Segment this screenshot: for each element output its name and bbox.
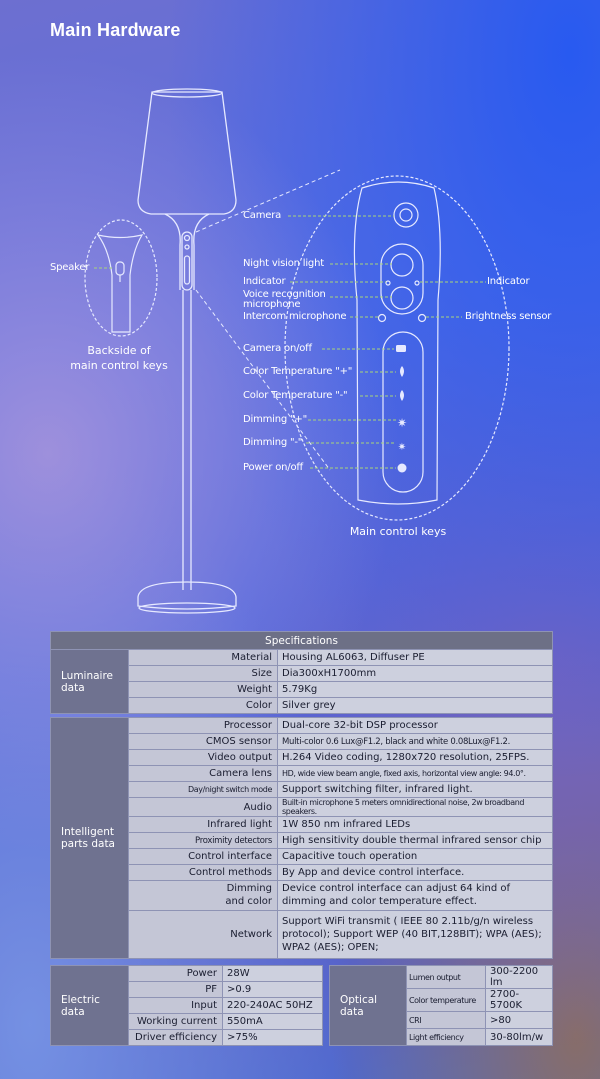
category-intelligent: Intelligent parts data [51,718,129,959]
lamp-pole [183,290,191,590]
label-power-onoff: Power on/off [243,462,303,473]
spec-value: 1W 850 nm infrared LEDs [278,817,553,833]
spec-key: Power [129,966,223,982]
spec-value: Capacitive touch operation [278,849,553,865]
spec-key: PF [129,982,223,998]
electric-table [50,965,323,1046]
spec-value: Device control interface can adjust 64 kind of dimming and color temperature effect. [278,881,553,911]
label-color-temp-minus: Color Temperature "-" [243,390,348,401]
keys-caption: Main control keys [349,525,447,538]
spec-value: Silver grey [278,698,553,714]
spec-value: Support switching filter, infrared light. [278,782,553,798]
label-color-temp-plus: Color Temperature "+" [243,366,353,377]
spec-key: Camera lens [129,766,278,782]
spec-value: By App and device control interface. [278,865,553,881]
spec-key: CRI [407,1012,486,1029]
label-camera-onoff: Camera on/off [243,343,312,354]
spec-value: 550mA [223,1014,323,1030]
spec-value: 30-80lm/w [486,1029,553,1046]
spec-value: Multi-color 0.6 Lux@F1.2, black and white 0.08Lux@F1.2. [278,734,553,750]
spec-key: Audio [129,798,278,817]
spec-value: 28W [223,966,323,982]
spec-key: Working current [129,1014,223,1030]
label-camera: Camera [243,210,282,221]
spec-key: Light efficiency [407,1029,486,1046]
label-night-vision: Night vision light [243,258,324,269]
specs-header: Specifications [51,632,553,650]
spec-key: Control methods [129,865,278,881]
backside-detail [85,220,157,336]
spec-key: Material [129,650,278,666]
spec-key: Infrared light [129,817,278,833]
spec-key: Input [129,998,223,1014]
spec-value: >0.9 [223,982,323,998]
spec-key: Processor [129,718,278,734]
spec-key: CMOS sensor [129,734,278,750]
label-dimming-minus: Dimming "-" [243,437,303,448]
category-optical: Optical data [330,966,407,1046]
label-intercom-mic: Intercom microphone [243,311,347,322]
spec-value: >80 [486,1012,553,1029]
spec-key: Proximity detectors [129,833,278,849]
svg-text:✷: ✷ [397,442,407,453]
spec-value: High sensitivity double thermal infrared sensor chip [278,833,553,849]
spec-value: H.264 Video coding, 1280x720 resolution, 25FPS. [278,750,553,766]
label-indicator-right: Indicator [487,276,530,287]
spec-key: Weight [129,682,278,698]
label-brightness: Brightness sensor [465,311,552,322]
spec-key: Color temperature [407,989,486,1012]
spec-value: Dia300xH1700mm [278,666,553,682]
label-dimming-plus: Dimming "+" [243,414,307,425]
label-indicator-left: Indicator [243,276,286,287]
spec-value: Dual-core 32-bit DSP processor [278,718,553,734]
label-voice-mic: Voice recognition microphone [243,289,326,310]
spec-key: Color [129,698,278,714]
spec-key: Network [129,911,278,959]
spec-value: 2700-5700K [486,989,553,1012]
lamp-shade [138,92,236,214]
specs-table [50,631,553,959]
spec-key: Video output [129,750,278,766]
spec-value: 5.79Kg [278,682,553,698]
spec-value: HD, wide view beam angle, fixed axis, horizontal view angle: 94.0°. [278,766,553,782]
svg-text:✷: ✷ [396,416,408,430]
spec-value: 220-240AC 50HZ [223,998,323,1014]
spec-value: Housing AL6063, Diffuser PE [278,650,553,666]
label-speaker: Speaker [50,262,90,273]
spec-key: Driver efficiency [129,1030,223,1046]
category-electric: Electric data [51,966,129,1046]
spec-value: Support WiFi transmit ( IEEE 80 2.11b/g/n wireless protocol); Support WEP (40 BIT,128BIT); WPA (AES); WPA2 (AES); OPEN; [278,911,553,959]
spec-key: Lumen output [407,966,486,989]
optical-table [329,965,553,1046]
spec-value: 300-2200 lm [486,966,553,989]
key-icons [396,345,407,473]
spec-key: Dimming and color [129,881,278,911]
spec-key: Control interface [129,849,278,865]
spec-key: Size [129,666,278,682]
spec-key: Day/night switch mode [129,782,278,798]
backside-caption: Backside of main control keys [70,344,168,373]
spec-value: >75% [223,1030,323,1046]
category-luminaire: Luminaire data [51,650,129,714]
page-title: Main Hardware [50,20,181,40]
spec-value: Built-in microphone 5 meters omnidirectional noise, 2w broadband speakers. [278,798,553,817]
